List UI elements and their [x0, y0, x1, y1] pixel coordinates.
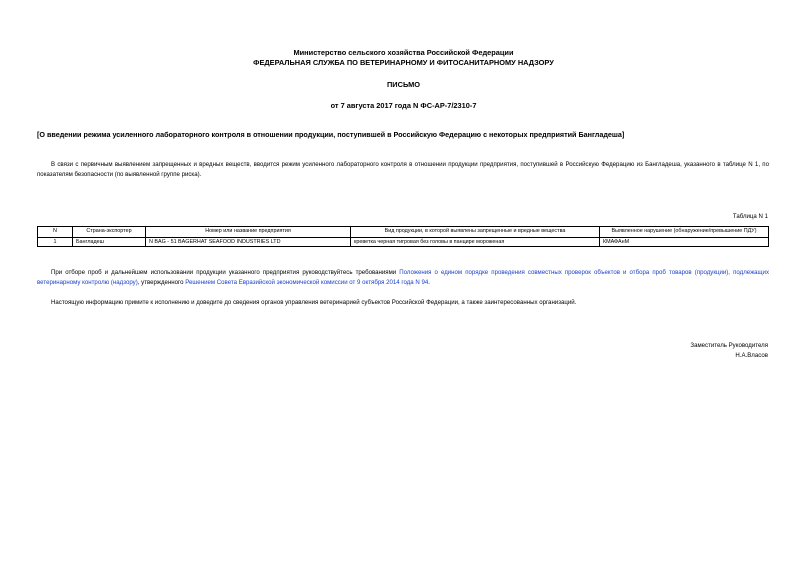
paragraph-requirements — [37, 268, 769, 288]
table-cell: N BAG - 51 BAGERHAT SEAFOOD INDUSTRIES LTD — [146, 237, 351, 246]
paragraph-intro: В связи с первичным выявлением запрещенных и вредных веществ, вводится режим усиленного лабораторного контроля в отношении продукции предприятия, поступившей в Российскую Федерацию из Бангладеша, указанного в таблице N 1, по показателям безопасности (по выявленной группе риска). — [37, 161, 769, 178]
column-header: Выявленное нарушение (обнаружение/превышение ПДУ) — [600, 227, 769, 238]
requirements-text-end: . — [428, 279, 430, 286]
table-row — [38, 237, 769, 246]
signature-position: Заместитель Руководителя — [690, 342, 768, 349]
table-cell: Бангладеш — [73, 237, 146, 246]
column-header: N — [38, 227, 73, 238]
decision-link[interactable]: Решением Совета Евразийской экономической комиссии от 9 октября 2014 года N 94 — [185, 279, 429, 286]
doc-type: ПИСЬМО — [387, 80, 420, 89]
requirements-text-start: При отборе проб и дальнейшем использовании продукции указанного предприятия руководствуйтесь требованиями — [51, 269, 400, 276]
ministry-title: Министерство сельского хозяйства Российской Федерации — [293, 48, 514, 57]
column-header: Страна-экспортер — [73, 227, 146, 238]
regulation-link[interactable]: Положения о едином порядке проведения совместных проверок объектов и отбора проб товаров (продукции), подлежащих ветеринарному контролю (надзору) — [37, 269, 769, 286]
table-header-row — [38, 227, 769, 238]
table-cell: КМАФАнМ — [600, 237, 769, 246]
column-header: Вид продукции, в которой выявлены запрещенные и вредные вещества — [351, 227, 600, 238]
table-cell: 1 — [38, 237, 73, 246]
table-cell: креветка черная тигровая без головы в панцире мороженая — [351, 237, 600, 246]
requirements-text-middle: , утвержденного — [137, 279, 186, 286]
service-title: ФЕДЕРАЛЬНАЯ СЛУЖБА ПО ВЕТЕРИНАРНОМУ И ФИТОСАНИТАРНОМУ НАДЗОРУ — [253, 58, 554, 67]
signature-name: Н.А.Власов — [735, 352, 768, 359]
column-header: Номер или название предприятия — [146, 227, 351, 238]
data-table — [37, 226, 769, 247]
date-number: от 7 августа 2017 года N ФС-АР-7/2310-7 — [330, 101, 477, 110]
document-subject: [О введении режима усиленного лабораторного контроля в отношении продукции, поступившей в Российскую Федерацию с некоторых предприятий Бангладеша] — [37, 130, 625, 139]
table-caption: Таблица N 1 — [732, 213, 768, 220]
paragraph-instructions: Настоящую информацию примите к исполнению и доведите до сведения органов управления ветеринарией субъектов Российской Федерации, а также заинтересованных организаций. — [51, 299, 577, 306]
